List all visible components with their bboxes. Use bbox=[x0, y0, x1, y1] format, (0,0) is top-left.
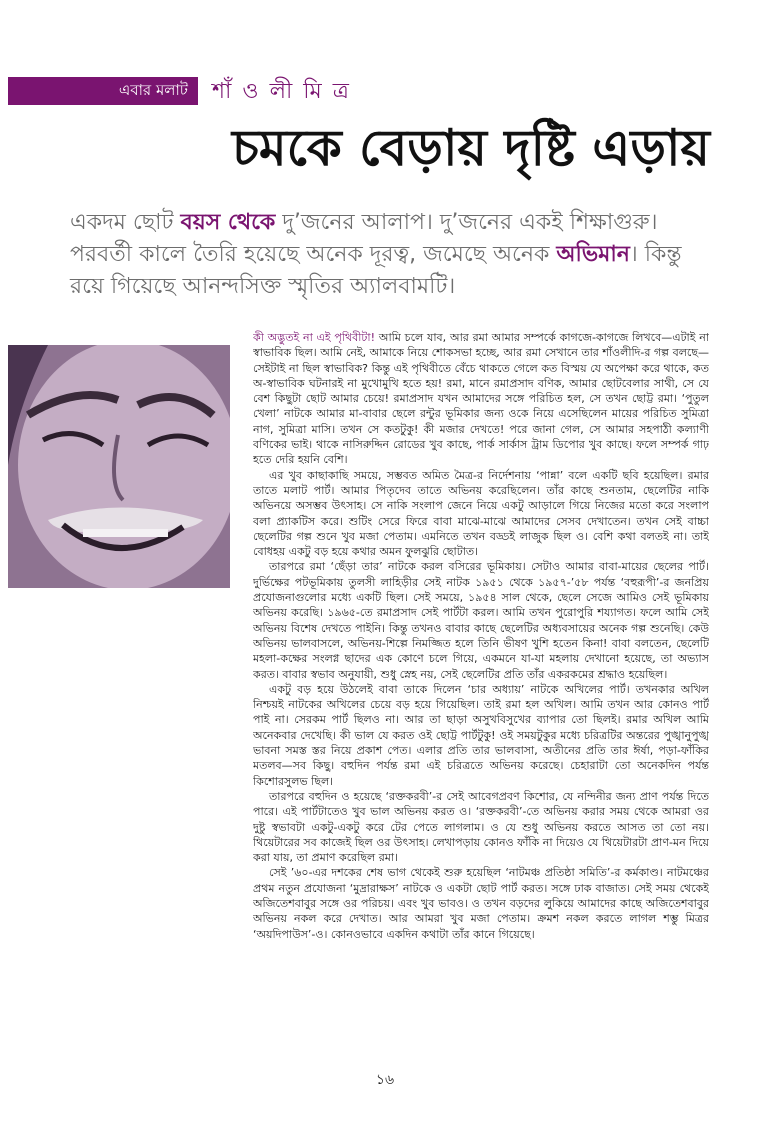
paragraph-1 bbox=[253, 330, 709, 468]
paragraph-2: এর খুব কাছাকাছি সময়ে, সম্ভবত অমিত মৈত্র-র নির্দেশনায় ‘পান্না’ বলে একটি ছবি হয়েছিল। রমার তাতে মলাট পার্ট। আমার পিতৃদেব তাতে অভিনয় করেছিলেন। তাঁর কাছে শুনতাম, ছেলেটির নাকি অভিনয়ে অসম্ভব উৎসাহ। সে নাকি সংলাপ জেনে নিয়ে একটু আড়ালে গিয়ে নিজের মতো করে সংলাপ বলা প্র্যাকটিস করে। শুটিং সেরে ফিরে বাবা মাঝে-মাঝে আমাদের সেসব দেখাতেন। তখন সেই বাচ্চা ছেলেটির গল্প শুনে খুব মজা পেতাম। এমনিতে তখন বড্ডই লাজুক ছিল ও। বেশি কথা বলতই না। তাই বোধহয় একটু বড় হয়ে কথার অমন ফুলঝুরি ছোটাত। bbox=[253, 468, 709, 559]
standfirst-part3: । কিন্তু রয়ে গিয়েছে আনন্দসিক্ত স্মৃতির অ্যালবামটি। bbox=[70, 241, 682, 299]
section-tag-label: এবার মলাট bbox=[118, 80, 188, 99]
paragraph-3: তারপরে রমা ‘ছেঁড়া তার’ নাটকে করল বসিরের ভূমিকায়। সেটাও আমার বাবা-মায়ের ছেলের পার্ট। দুর্ভিক্ষের পটভূমিকায় তুলসী লাহিড়ীর সেই নাটক ১৯৫১ থেকে ১৯৫৭-’৫৮ পর্যন্ত ‘বহুরূপী’-র জনপ্রিয় প্রযোজনাগুলোর মধ্যে একটি ছিল। সেই সময়ে, ১৯৫৪ সাল থেকে, ছেলে সেজে আমিও সেই ভূমিকায় অভিনয় করেছি। ১৯৬৫-তে রমাপ্রসাদ সেই পার্টটা করল। আমি তখন পুরোপুরি শয্যাগত। ফলে আমি সেই অভিনয় বিশেষ দেখতে পাইনি। কিন্তু তখনও বাবার কাছে ছেলেটির অধ্যবসায়ের অনেক গল্প শুনেছি। কেউ অভিনয় ভালবাসলে, অভিনয়-শিল্পে নিমজ্জিত হলে তিনি ভীষণ খুশি হতেন কিনা! বাবা বলতেন, ছেলেটি মহলা-কক্ষের সংলগ্ন ছাদের এক কোণে চলে গিয়ে, একমনে যা-যা মহলায় দেখানো হয়েছে, তা অভ্যাস করত। বাবার স্বভাব অনুযায়ী, শুধু স্নেহ নয়, সেই ছেলেটির প্রতি তাঁর একরকমের শ্রদ্ধাও হয়েছিল। bbox=[253, 560, 709, 681]
article-body bbox=[253, 330, 709, 1058]
standfirst-highlight2: অভিমান bbox=[556, 241, 630, 267]
lead-in: কী অদ্ভুতই না এই পৃথিবীটা! bbox=[253, 331, 376, 344]
page-number: ১৬ bbox=[375, 1072, 395, 1088]
portrait-illustration bbox=[8, 345, 230, 588]
standfirst-part1: একদম ছোট bbox=[70, 210, 181, 235]
page-title: চমকে বেড়ায় দৃষ্টি এড়ায় bbox=[231, 119, 710, 177]
paragraph-6: সেই ’৬০-এর দশকের শেষ ভাগ থেকেই শুরু হয়েছিল ‘নাটমঞ্চ প্রতিষ্ঠা সমিতি’-র কর্মকাণ্ড। নাটমঞ্চের প্রথম নতুন প্রযোজনা ‘মুদ্রারাক্ষস’ নাটকে ও একটা ছোট পার্ট করত। সঙ্গে ঢাক বাজাত। সেই সময় থেকেই অজিতেশবাবুর সঙ্গে ওর পরিচয়। এবং খুব ভাবও। ও তখন বড়দের লুকিয়ে আমাদের কাছে অজিতেশবাবুর অভিনয় নকল করে দেখাত। আর আমরা খুব মজা পেতাম। ক্রমশ নকল করতে লাগল শম্ভু মিত্রর ‘অয়দিপাউস’-ও। কোনওভাবে একদিন কথাটা তাঁর কানে গিয়েছে। bbox=[253, 866, 709, 941]
portrait-photo bbox=[8, 345, 230, 588]
standfirst-part2: দু’জনের আলাপ। দু’জনের একই শিক্ষাগুরু। পরবর্তী কালে তৈরি হয়েছে অনেক দূরত্ব, জমেছে অনেক bbox=[70, 210, 658, 267]
section-tag bbox=[8, 77, 198, 105]
paragraph-5: তারপরে বহুদিন ও হয়েছে ‘রক্তকরবী’-র সেই আবেগপ্রবণ কিশোর, যে নন্দিনীর জন্য প্রাণ পর্যন্ত দিতে পারে। এই পার্টটাতেও খুব ভাল অভিনয় করত ও। ‘রক্তকরবী’-তে অভিনয় করার সময় থেকে আমরা ওর দুষ্টু স্বভাবটা একটু-একটু করে টের পেতে লাগলাম। ও যে শুধু অভিনয় করতে আসত তা তো নয়। থিয়েটারের সব কাজেই ছিল ওর উৎসাহ। লেখাপড়ায় কোনও ফাঁকি না দিয়েও যে থিয়েটারটা প্রাণ-মন দিয়ে করা যায়, তা প্রমাণ করেছিল রমা। bbox=[253, 789, 709, 865]
author-name: শাঁ ও লী মি ত্র bbox=[212, 79, 351, 104]
standfirst-highlight1: বয়স থেকে bbox=[180, 210, 276, 235]
paragraph-1-text: আমি চলে যাব, আর রমা আমার সম্পর্কে কাগজে-কাগজে লিখবে—এটাই না স্বাভাবিক ছিল। আমি নেই, আমাকে নিয়ে শোকসভা হচ্ছে, আর রমা সেখানে তার শাঁওলীদি-র গল্প বলছে—সেইটাই না ছিল স্বাভাবিক? কিন্তু এই পৃথিবীতে বেঁচে থাকতে গেলে কত বিস্ময় যে অপেক্ষা করে থাকে, কত অ-স্বাভাবিক ঘটনারই না মুখোমুখি হতে হয়! রমা, মানে রমাপ্রসাদ বণিক, আমার ছোটবেলার সাথী, সে যে বেশ কিছুটা ছোট আমার চেয়ে! রমাপ্রসাদ যখন আমাদের সঙ্গে পরিচিত হল, সে তখন ছোট্ট রমা। ‘পুতুল খেলা’ নাটকে আমার মা-বাবার ছেলে রন্টুর ভূমিকার জন্য ওকে নিয়ে এসেছিলেন মায়ের পরিচিত সুমিত্রা নাগ, সুমিত্রা মাসি। তখন সে কতটুকু! কী মজার দেখতে! পরে জানা গেল, সে আমার সহপাঠী কল্যাণী বণিকের ভাই। থাকে নাসিরুদ্দিন রোডের খুব কাছে, পার্ক সার্কাস ট্রাম ডিপোর খুব কাছে। ফলে সম্পর্ক গাঢ় হতে দেরি হয়নি বেশি। bbox=[253, 331, 709, 467]
standfirst bbox=[70, 207, 710, 303]
paragraph-4: একটু বড় হয়ে উঠলেই বাবা তাকে দিলেন ‘চার অধ্যায়’ নাটকে অখিলের পার্ট। তখনকার অখিল নিশ্চয়ই নাটকের অখিলের চেয়ে বড় হয়ে গিয়েছিল। তাই রমা হল অখিল। আমি তখন আর কোনও পার্ট পাই না। সেরকম পার্ট ছিলও না। আর তা ছাড়া অসুখবিসুখের ব্যাপার তো ছিলই। রমার অখিল আমি অনেকবার দেখেছি। কী ভাল যে করত ওই ছোট্ট পার্টটুকু! ওই সময়টুকুর মধ্যে চরিত্রটির অন্তরের পুঙ্খানুপুঙ্খ ভাবনা সমস্ত স্তর নিয়ে প্রকাশ পেত। এলার প্রতি তার ভালবাসা, অতীনের প্রতি তার ঈর্ষা, পড়া-ফাঁকির মতলব—সব কিছু। বহুদিন পর্যন্ত রমা এই চরিত্রতে অভিনয় করেছে। চেহারাটা তো অনেকদিন পর্যন্ত কিশোরসুলভ ছিল। bbox=[253, 682, 709, 788]
